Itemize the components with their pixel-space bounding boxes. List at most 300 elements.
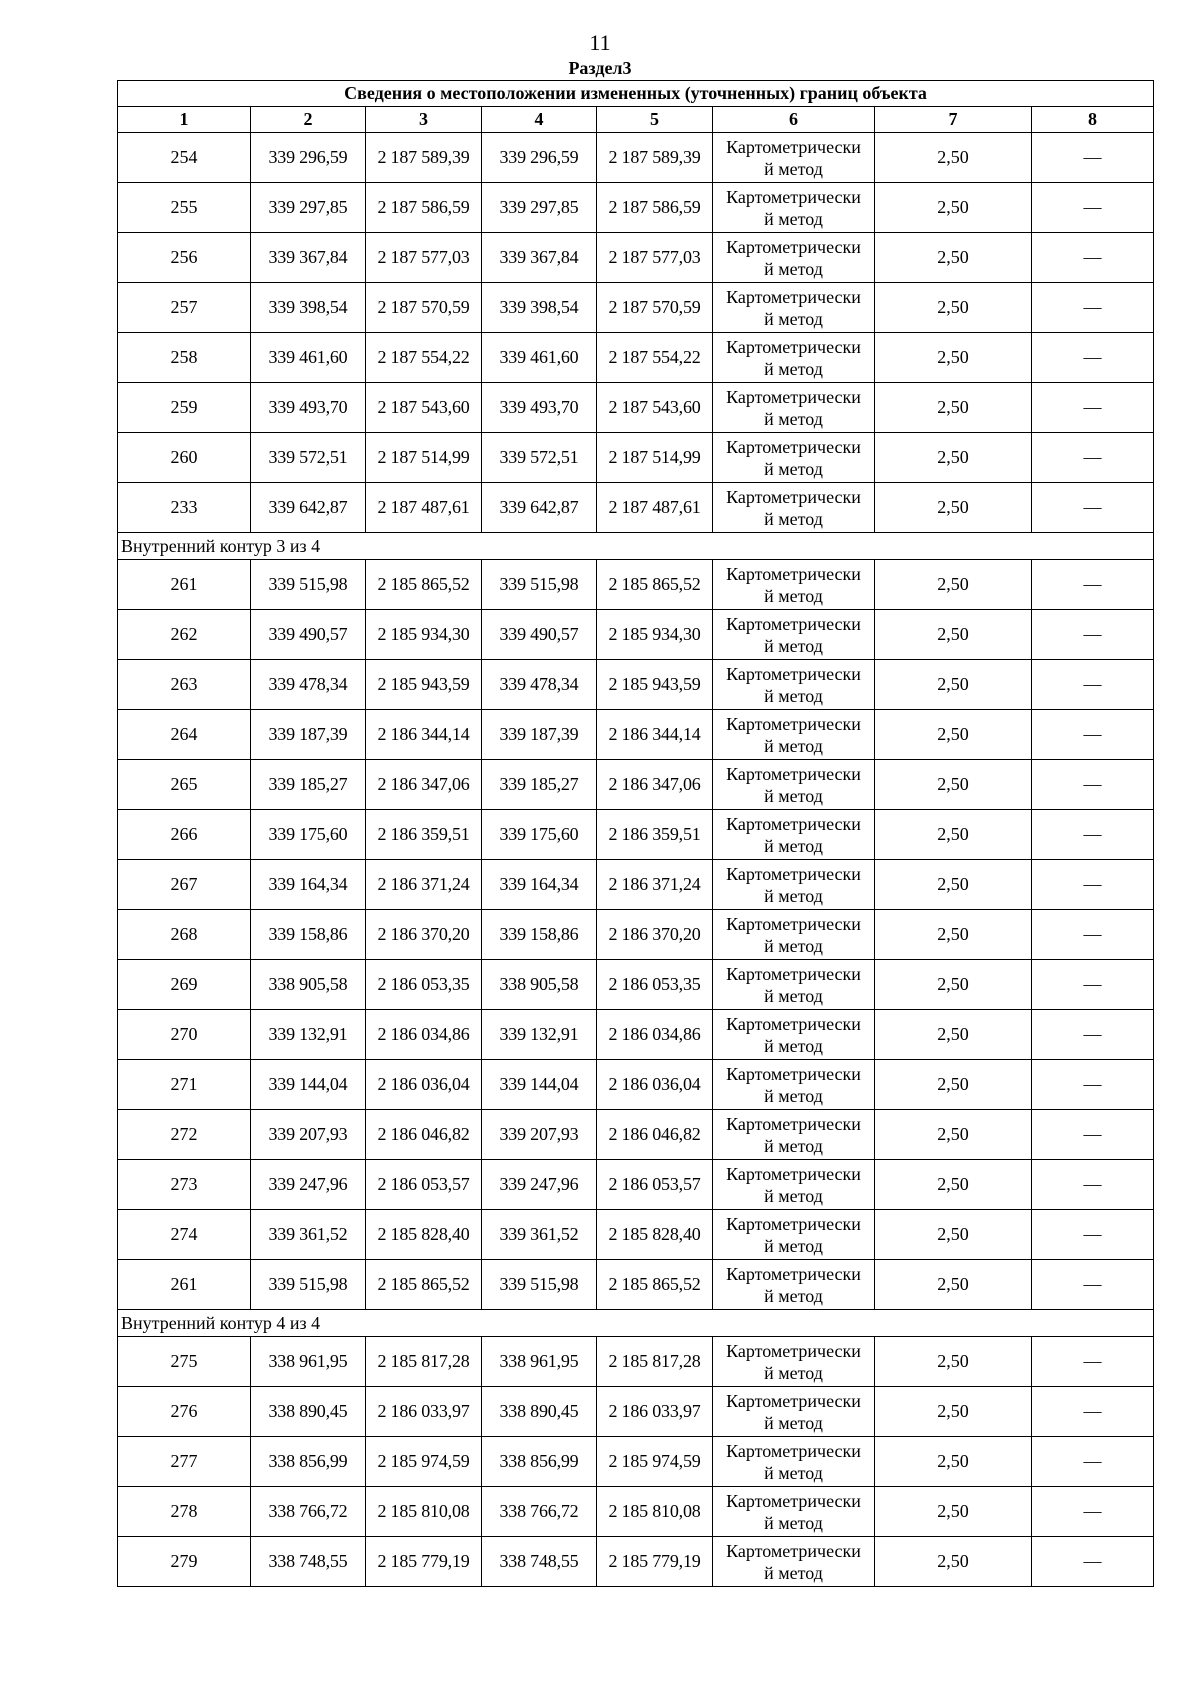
y-new-cell: 2 185 817,28	[597, 1337, 713, 1387]
x-new-cell: 339 144,04	[482, 1060, 597, 1110]
y-new-cell: 2 186 053,35	[597, 960, 713, 1010]
table-row	[118, 560, 1154, 610]
point-number-cell: 263	[118, 660, 251, 710]
table-row	[118, 183, 1154, 233]
y-new-cell: 2 187 554,22	[597, 333, 713, 383]
x-new-cell: 339 361,52	[482, 1210, 597, 1260]
method-cell	[713, 960, 875, 1010]
method-cell	[713, 333, 875, 383]
description-cell: —	[1032, 1110, 1154, 1160]
method-cell	[713, 233, 875, 283]
method-line-1: Картометрически	[726, 563, 861, 584]
point-number-cell: 258	[118, 333, 251, 383]
method-cell	[713, 383, 875, 433]
x-new-cell: 339 515,98	[482, 560, 597, 610]
y-old-cell: 2 185 865,52	[366, 560, 482, 610]
y-new-cell: 2 185 974,59	[597, 1437, 713, 1487]
x-new-cell: 338 748,55	[482, 1537, 597, 1587]
method-line-2: й метод	[764, 258, 823, 279]
x-new-cell: 339 490,57	[482, 610, 597, 660]
method-line-2: й метод	[764, 935, 823, 956]
x-new-cell: 339 367,84	[482, 233, 597, 283]
point-number-cell: 256	[118, 233, 251, 283]
description-cell: —	[1032, 910, 1154, 960]
y-old-cell: 2 187 589,39	[366, 133, 482, 183]
y-new-cell: 2 186 033,97	[597, 1387, 713, 1437]
description-cell: —	[1032, 1210, 1154, 1260]
method-cell	[713, 1110, 875, 1160]
table-row	[118, 1110, 1154, 1160]
table-row	[118, 960, 1154, 1010]
x-old-cell: 338 961,95	[251, 1337, 366, 1387]
section-title: Раздел3	[568, 58, 632, 78]
method-line-2: й метод	[764, 1135, 823, 1156]
table-row	[118, 1437, 1154, 1487]
method-line-1: Картометрически	[726, 813, 861, 834]
table-row	[118, 910, 1154, 960]
method-cell	[713, 433, 875, 483]
accuracy-cell: 2,50	[875, 1260, 1032, 1310]
y-new-cell: 2 185 943,59	[597, 660, 713, 710]
x-old-cell: 339 461,60	[251, 333, 366, 383]
method-line-2: й метод	[764, 1512, 823, 1533]
accuracy-cell: 2,50	[875, 760, 1032, 810]
description-cell: —	[1032, 1387, 1154, 1437]
method-line-2: й метод	[764, 408, 823, 429]
description-cell: —	[1032, 133, 1154, 183]
y-old-cell: 2 187 577,03	[366, 233, 482, 283]
column-header-2: 2	[251, 107, 366, 133]
method-cell	[713, 133, 875, 183]
description-cell: —	[1032, 760, 1154, 810]
y-old-cell: 2 186 344,14	[366, 710, 482, 760]
x-new-cell: 339 175,60	[482, 810, 597, 860]
x-old-cell: 339 398,54	[251, 283, 366, 333]
y-new-cell: 2 186 371,24	[597, 860, 713, 910]
table-row	[118, 433, 1154, 483]
table-row	[118, 610, 1154, 660]
method-line-1: Картометрически	[726, 713, 861, 734]
table-row	[118, 333, 1154, 383]
table-row	[118, 283, 1154, 333]
accuracy-cell: 2,50	[875, 333, 1032, 383]
y-new-cell: 2 185 810,08	[597, 1487, 713, 1537]
accuracy-cell: 2,50	[875, 960, 1032, 1010]
x-new-cell: 339 461,60	[482, 333, 597, 383]
accuracy-cell: 2,50	[875, 1537, 1032, 1587]
accuracy-cell: 2,50	[875, 1210, 1032, 1260]
x-new-cell: 338 890,45	[482, 1387, 597, 1437]
y-new-cell: 2 186 036,04	[597, 1060, 713, 1110]
x-old-cell: 339 144,04	[251, 1060, 366, 1110]
method-cell	[713, 1010, 875, 1060]
x-old-cell: 338 890,45	[251, 1387, 366, 1437]
accuracy-cell: 2,50	[875, 710, 1032, 760]
point-number-cell: 269	[118, 960, 251, 1010]
y-old-cell: 2 186 033,97	[366, 1387, 482, 1437]
method-line-2: й метод	[764, 685, 823, 706]
x-old-cell: 339 207,93	[251, 1110, 366, 1160]
y-old-cell: 2 186 371,24	[366, 860, 482, 910]
method-line-2: й метод	[764, 635, 823, 656]
table-body	[118, 81, 1154, 1587]
y-new-cell: 2 187 487,61	[597, 483, 713, 533]
accuracy-cell: 2,50	[875, 483, 1032, 533]
description-cell: —	[1032, 1260, 1154, 1310]
column-header-4: 4	[482, 107, 597, 133]
x-new-cell: 339 164,34	[482, 860, 597, 910]
description-cell: —	[1032, 383, 1154, 433]
y-new-cell: 2 186 344,14	[597, 710, 713, 760]
method-line-2: й метод	[764, 985, 823, 1006]
table-row	[118, 1060, 1154, 1110]
point-number-cell: 257	[118, 283, 251, 333]
method-line-2: й метод	[764, 458, 823, 479]
table-row	[118, 1160, 1154, 1210]
method-line-1: Картометрически	[726, 763, 861, 784]
x-new-cell: 339 642,87	[482, 483, 597, 533]
description-cell: —	[1032, 1160, 1154, 1210]
point-number-cell: 265	[118, 760, 251, 810]
x-new-cell: 339 515,98	[482, 1260, 597, 1310]
table-row	[118, 1537, 1154, 1587]
table-row	[118, 860, 1154, 910]
contour-heading: Внутренний контур 4 из 4	[118, 1310, 1154, 1337]
y-old-cell: 2 187 514,99	[366, 433, 482, 483]
method-line-2: й метод	[764, 508, 823, 529]
y-old-cell: 2 185 974,59	[366, 1437, 482, 1487]
point-number-cell: 277	[118, 1437, 251, 1487]
accuracy-cell: 2,50	[875, 1160, 1032, 1210]
y-new-cell: 2 186 359,51	[597, 810, 713, 860]
description-cell: —	[1032, 1437, 1154, 1487]
method-line-2: й метод	[764, 585, 823, 606]
method-line-2: й метод	[764, 735, 823, 756]
accuracy-cell: 2,50	[875, 133, 1032, 183]
x-old-cell: 339 175,60	[251, 810, 366, 860]
point-number-cell: 255	[118, 183, 251, 233]
x-old-cell: 338 766,72	[251, 1487, 366, 1537]
y-old-cell: 2 186 034,86	[366, 1010, 482, 1060]
method-line-2: й метод	[764, 1362, 823, 1383]
accuracy-cell: 2,50	[875, 433, 1032, 483]
x-old-cell: 338 856,99	[251, 1437, 366, 1487]
method-line-1: Картометрически	[726, 863, 861, 884]
method-line-2: й метод	[764, 1462, 823, 1483]
method-cell	[713, 660, 875, 710]
method-line-1: Картометрически	[726, 1490, 861, 1511]
column-header-row	[118, 107, 1154, 133]
table-row	[118, 1260, 1154, 1310]
y-new-cell: 2 185 779,19	[597, 1537, 713, 1587]
description-cell: —	[1032, 233, 1154, 283]
accuracy-cell: 2,50	[875, 860, 1032, 910]
point-number-cell: 261	[118, 560, 251, 610]
y-old-cell: 2 187 586,59	[366, 183, 482, 233]
point-number-cell: 264	[118, 710, 251, 760]
y-old-cell: 2 185 779,19	[366, 1537, 482, 1587]
x-old-cell: 339 187,39	[251, 710, 366, 760]
method-line-2: й метод	[764, 835, 823, 856]
method-line-2: й метод	[764, 1185, 823, 1206]
x-new-cell: 339 247,96	[482, 1160, 597, 1210]
method-cell	[713, 910, 875, 960]
method-cell	[713, 1487, 875, 1537]
point-number-cell: 268	[118, 910, 251, 960]
accuracy-cell: 2,50	[875, 1060, 1032, 1110]
x-new-cell: 339 398,54	[482, 283, 597, 333]
method-line-1: Картометрически	[726, 286, 861, 307]
x-new-cell: 339 493,70	[482, 383, 597, 433]
point-number-cell: 278	[118, 1487, 251, 1537]
method-line-1: Картометрически	[726, 913, 861, 934]
accuracy-cell: 2,50	[875, 1487, 1032, 1537]
x-new-cell: 339 296,59	[482, 133, 597, 183]
method-cell	[713, 710, 875, 760]
method-line-1: Картометрически	[726, 1340, 861, 1361]
method-line-2: й метод	[764, 885, 823, 906]
accuracy-cell: 2,50	[875, 383, 1032, 433]
table-row	[118, 660, 1154, 710]
y-old-cell: 2 185 865,52	[366, 1260, 482, 1310]
point-number-cell: 254	[118, 133, 251, 183]
y-new-cell: 2 187 586,59	[597, 183, 713, 233]
y-new-cell: 2 185 865,52	[597, 1260, 713, 1310]
description-cell: —	[1032, 860, 1154, 910]
y-new-cell: 2 186 347,06	[597, 760, 713, 810]
method-line-2: й метод	[764, 308, 823, 329]
x-new-cell: 339 185,27	[482, 760, 597, 810]
y-new-cell: 2 186 053,57	[597, 1160, 713, 1210]
table-title: Сведения о местоположении измененных (уточненных) границ объекта	[118, 81, 1154, 107]
y-new-cell: 2 187 514,99	[597, 433, 713, 483]
y-old-cell: 2 185 828,40	[366, 1210, 482, 1260]
x-new-cell: 339 572,51	[482, 433, 597, 483]
method-line-1: Картометрически	[726, 136, 861, 157]
table-row	[118, 1337, 1154, 1387]
x-old-cell: 339 490,57	[251, 610, 366, 660]
table-row	[118, 1487, 1154, 1537]
table-caption-row	[118, 81, 1154, 107]
y-new-cell: 2 186 370,20	[597, 910, 713, 960]
point-number-cell: 274	[118, 1210, 251, 1260]
method-cell	[713, 860, 875, 910]
point-number-cell: 275	[118, 1337, 251, 1387]
method-line-2: й метод	[764, 1562, 823, 1583]
y-old-cell: 2 186 370,20	[366, 910, 482, 960]
column-header-1: 1	[118, 107, 251, 133]
method-line-1: Картометрически	[726, 436, 861, 457]
method-cell	[713, 283, 875, 333]
method-cell	[713, 560, 875, 610]
y-old-cell: 2 187 543,60	[366, 383, 482, 433]
table-row	[118, 133, 1154, 183]
point-number-cell: 272	[118, 1110, 251, 1160]
x-old-cell: 339 367,84	[251, 233, 366, 283]
x-old-cell: 339 158,86	[251, 910, 366, 960]
x-old-cell: 339 478,34	[251, 660, 366, 710]
method-line-2: й метод	[764, 158, 823, 179]
contour-heading-row	[118, 533, 1154, 560]
point-number-cell: 267	[118, 860, 251, 910]
method-line-1: Картометрически	[726, 1213, 861, 1234]
method-line-1: Картометрически	[726, 386, 861, 407]
x-new-cell: 339 158,86	[482, 910, 597, 960]
method-cell	[713, 1210, 875, 1260]
description-cell: —	[1032, 1487, 1154, 1537]
x-new-cell: 339 207,93	[482, 1110, 597, 1160]
y-new-cell: 2 185 865,52	[597, 560, 713, 610]
method-cell	[713, 610, 875, 660]
method-cell	[713, 1160, 875, 1210]
x-old-cell: 339 296,59	[251, 133, 366, 183]
y-old-cell: 2 186 359,51	[366, 810, 482, 860]
method-line-1: Картометрически	[726, 613, 861, 634]
y-new-cell: 2 187 589,39	[597, 133, 713, 183]
y-new-cell: 2 185 828,40	[597, 1210, 713, 1260]
method-cell	[713, 760, 875, 810]
y-old-cell: 2 185 943,59	[366, 660, 482, 710]
point-number-cell: 259	[118, 383, 251, 433]
column-header-5: 5	[597, 107, 713, 133]
description-cell: —	[1032, 1060, 1154, 1110]
method-line-1: Картометрически	[726, 1113, 861, 1134]
description-cell: —	[1032, 710, 1154, 760]
method-line-1: Картометрически	[726, 1390, 861, 1411]
method-cell	[713, 1387, 875, 1437]
point-number-cell: 279	[118, 1537, 251, 1587]
accuracy-cell: 2,50	[875, 910, 1032, 960]
table-row	[118, 1210, 1154, 1260]
method-line-1: Картометрически	[726, 1540, 861, 1561]
accuracy-cell: 2,50	[875, 1387, 1032, 1437]
method-cell	[713, 1537, 875, 1587]
point-number-cell: 262	[118, 610, 251, 660]
x-old-cell: 339 572,51	[251, 433, 366, 483]
method-line-2: й метод	[764, 1285, 823, 1306]
y-old-cell: 2 185 934,30	[366, 610, 482, 660]
y-new-cell: 2 187 577,03	[597, 233, 713, 283]
x-new-cell: 339 132,91	[482, 1010, 597, 1060]
point-number-cell: 271	[118, 1060, 251, 1110]
method-cell	[713, 483, 875, 533]
boundary-coordinates-table	[117, 80, 1154, 1587]
table-row	[118, 483, 1154, 533]
method-line-1: Картометрически	[726, 1440, 861, 1461]
description-cell: —	[1032, 660, 1154, 710]
method-line-2: й метод	[764, 1035, 823, 1056]
accuracy-cell: 2,50	[875, 660, 1032, 710]
column-header-8: 8	[1032, 107, 1154, 133]
y-new-cell: 2 185 934,30	[597, 610, 713, 660]
accuracy-cell: 2,50	[875, 560, 1032, 610]
method-line-1: Картометрически	[726, 1263, 861, 1284]
description-cell: —	[1032, 183, 1154, 233]
x-new-cell: 339 478,34	[482, 660, 597, 710]
accuracy-cell: 2,50	[875, 1437, 1032, 1487]
contour-heading: Внутренний контур 3 из 4	[118, 533, 1154, 560]
table-row	[118, 383, 1154, 433]
x-new-cell: 338 905,58	[482, 960, 597, 1010]
contour-heading-row	[118, 1310, 1154, 1337]
method-line-1: Картометрически	[726, 963, 861, 984]
description-cell: —	[1032, 1337, 1154, 1387]
x-new-cell: 338 856,99	[482, 1437, 597, 1487]
y-old-cell: 2 186 046,82	[366, 1110, 482, 1160]
column-header-7: 7	[875, 107, 1032, 133]
column-header-3: 3	[366, 107, 482, 133]
y-old-cell: 2 187 487,61	[366, 483, 482, 533]
description-cell: —	[1032, 333, 1154, 383]
description-cell: —	[1032, 610, 1154, 660]
method-cell	[713, 1437, 875, 1487]
method-line-2: й метод	[764, 208, 823, 229]
x-old-cell: 339 185,27	[251, 760, 366, 810]
description-cell: —	[1032, 283, 1154, 333]
x-old-cell: 339 515,98	[251, 1260, 366, 1310]
description-cell: —	[1032, 433, 1154, 483]
x-new-cell: 338 766,72	[482, 1487, 597, 1537]
description-cell: —	[1032, 560, 1154, 610]
y-old-cell: 2 186 053,35	[366, 960, 482, 1010]
method-line-1: Картометрически	[726, 1063, 861, 1084]
x-old-cell: 339 164,34	[251, 860, 366, 910]
accuracy-cell: 2,50	[875, 1110, 1032, 1160]
method-line-2: й метод	[764, 1085, 823, 1106]
column-header-6: 6	[713, 107, 875, 133]
y-new-cell: 2 187 570,59	[597, 283, 713, 333]
method-cell	[713, 810, 875, 860]
method-line-2: й метод	[764, 358, 823, 379]
point-number-cell: 273	[118, 1160, 251, 1210]
x-old-cell: 338 905,58	[251, 960, 366, 1010]
method-cell	[713, 183, 875, 233]
point-number-cell: 276	[118, 1387, 251, 1437]
x-old-cell: 339 247,96	[251, 1160, 366, 1210]
description-cell: —	[1032, 483, 1154, 533]
y-old-cell: 2 187 554,22	[366, 333, 482, 383]
y-old-cell: 2 186 053,57	[366, 1160, 482, 1210]
accuracy-cell: 2,50	[875, 1010, 1032, 1060]
x-old-cell: 339 642,87	[251, 483, 366, 533]
method-cell	[713, 1260, 875, 1310]
y-new-cell: 2 186 034,86	[597, 1010, 713, 1060]
method-line-1: Картометрически	[726, 336, 861, 357]
point-number-cell: 266	[118, 810, 251, 860]
y-old-cell: 2 185 817,28	[366, 1337, 482, 1387]
method-line-1: Картометрически	[726, 486, 861, 507]
method-line-1: Картометрически	[726, 663, 861, 684]
y-old-cell: 2 186 036,04	[366, 1060, 482, 1110]
y-old-cell: 2 186 347,06	[366, 760, 482, 810]
x-old-cell: 339 493,70	[251, 383, 366, 433]
point-number-cell: 233	[118, 483, 251, 533]
y-new-cell: 2 186 046,82	[597, 1110, 713, 1160]
table-row	[118, 1010, 1154, 1060]
x-old-cell: 339 515,98	[251, 560, 366, 610]
accuracy-cell: 2,50	[875, 183, 1032, 233]
method-cell	[713, 1060, 875, 1110]
method-line-2: й метод	[764, 1412, 823, 1433]
description-cell: —	[1032, 960, 1154, 1010]
x-old-cell: 339 132,91	[251, 1010, 366, 1060]
accuracy-cell: 2,50	[875, 610, 1032, 660]
description-cell: —	[1032, 1010, 1154, 1060]
accuracy-cell: 2,50	[875, 1337, 1032, 1387]
table-row	[118, 233, 1154, 283]
method-line-1: Картометрически	[726, 236, 861, 257]
table-row	[118, 710, 1154, 760]
